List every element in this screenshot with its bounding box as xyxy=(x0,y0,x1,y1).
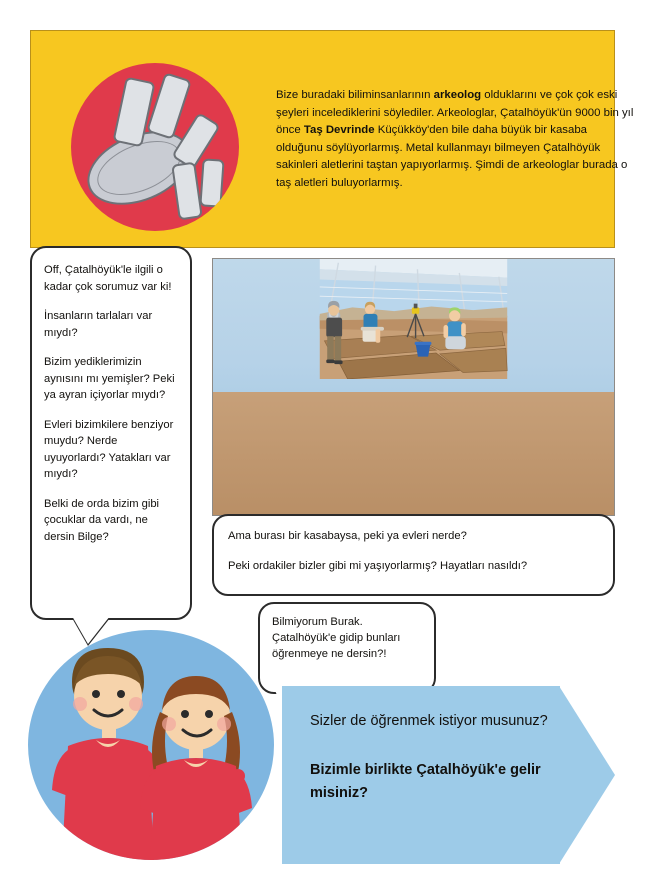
figure-boy-burak xyxy=(52,648,164,860)
narration-segment: olduklarını ve çok çok eski şeyleri incelediklerini söylediler. Arkeologlar, Çatalhöyük'ün 9000 bin yıl önce xyxy=(276,89,634,136)
narration-text xyxy=(276,87,636,192)
narration-segment: Küçükköy'den bile daha büyük bir kasaba olduğunu söylüyorlarmış. Metal kullanmayı bilmeyen Çatalhöyük sakinleri aletlerini taştan yapıyorlarmış. Şimdi de arkeologlar burada o taş aletleri buluyorlarmış. xyxy=(276,124,628,189)
speech-balloon-left xyxy=(30,246,192,620)
kids-svg xyxy=(28,630,274,860)
invitation-q2-before: Bizimle birlikte xyxy=(310,762,417,778)
invitation-q2-highlight: Çatalhöyük'e xyxy=(416,762,507,778)
balloon-left-line: Belki de orda bizim gibi çocuklar da vardı, ne dersin Bilge? xyxy=(44,497,160,543)
balloon-left-line: İnsanların tarlaları var mıydı? xyxy=(44,310,153,339)
speech-balloon-bilge xyxy=(258,602,436,694)
balloon-bilge-line: Bilmiyorum Burak. Çatalhöyük'e gidip bunları öğrenmeye ne dersin?! xyxy=(272,616,401,660)
narration-segment: Bize buradaki biliminsanlarının xyxy=(276,89,434,101)
invitation-question-1: Sizler de öğrenmek istiyor musunuz? xyxy=(310,713,548,729)
invitation-question-2 xyxy=(310,759,560,805)
invitation-q2-after: gelir misiniz? xyxy=(310,762,541,801)
balloon-burak-line: Ama burası bir kasabaysa, peki ya evleri nerde? xyxy=(228,530,467,542)
stone-blade-icon xyxy=(146,72,192,140)
balloon-burak-line: Peki ordakiler bizler gibi mi yaşıyorlarmış? Hayatları nasıldı? xyxy=(228,560,528,572)
kids-illustration xyxy=(28,630,274,860)
narration-keyword-arkeolog: arkeolog xyxy=(433,89,482,101)
invitation-banner-arrow xyxy=(559,686,615,864)
invitation-banner xyxy=(282,686,615,864)
excavation-photo xyxy=(212,258,615,516)
excavation-scene-svg xyxy=(213,259,614,379)
stone-blade-icon xyxy=(199,158,224,207)
figure-girl-bilge xyxy=(140,676,252,860)
invitation-text xyxy=(310,710,560,805)
balloon-left-line: Bizim yediklerimizin aynısını mı yemişler? Peki ya ayran içiyorlar mıydı? xyxy=(44,356,175,401)
balloon-left-line: Off, Çatalhöyük'le ilgili o kadar çok sorumuz var ki! xyxy=(44,264,172,293)
narration-keyword-tas-devri: Taş Devrinde xyxy=(303,124,375,136)
balloon-left-line: Evleri bizimkilere benziyor muydu? Nerde uyuyorlardı? Yatakları var mıydı? xyxy=(44,418,174,480)
speech-balloon-burak xyxy=(212,514,615,596)
stone-blade-icon xyxy=(171,162,203,221)
stone-tools-illustration xyxy=(71,63,239,231)
narration-panel xyxy=(30,30,634,248)
